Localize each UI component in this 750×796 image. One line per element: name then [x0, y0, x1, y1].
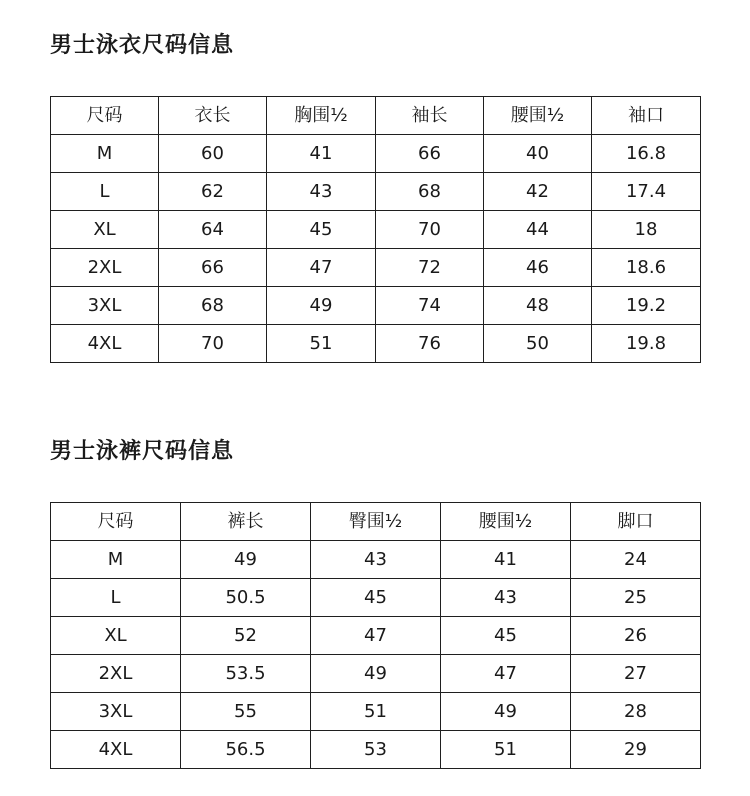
table-cell: 68: [376, 173, 484, 211]
size-label-cell: 3XL: [51, 287, 159, 325]
table-cell: 43: [441, 579, 571, 617]
pants-size-table: [50, 502, 701, 769]
size-label-cell: XL: [51, 211, 159, 249]
table-cell: 26: [571, 617, 701, 655]
column-header: 腰围½: [441, 503, 571, 541]
table-cell: 56.5: [181, 731, 311, 769]
table-cell: 68: [159, 287, 267, 325]
table-cell: 49: [441, 693, 571, 731]
table-cell: 66: [159, 249, 267, 287]
table-cell: 51: [267, 325, 376, 363]
table-cell: 55: [181, 693, 311, 731]
table-cell: 17.4: [592, 173, 701, 211]
table-row: [51, 173, 701, 211]
table-row: [51, 579, 701, 617]
shirt-size-title: 男士泳衣尺码信息: [50, 33, 235, 58]
table-cell: 51: [441, 731, 571, 769]
column-header: 胸围½: [267, 97, 376, 135]
table-row: [51, 135, 701, 173]
table-cell: 72: [376, 249, 484, 287]
table-row: [51, 655, 701, 693]
table-row: [51, 617, 701, 655]
table-cell: 62: [159, 173, 267, 211]
table-row: [51, 731, 701, 769]
table-cell: 53: [311, 731, 441, 769]
table-cell: 51: [311, 693, 441, 731]
size-label-cell: XL: [51, 617, 181, 655]
column-header: 臀围½: [311, 503, 441, 541]
table-cell: 29: [571, 731, 701, 769]
table-cell: 66: [376, 135, 484, 173]
size-label-cell: L: [51, 173, 159, 211]
table-cell: 46: [484, 249, 592, 287]
table-cell: 45: [311, 579, 441, 617]
table-cell: 19.2: [592, 287, 701, 325]
table-cell: 49: [311, 655, 441, 693]
table-cell: 76: [376, 325, 484, 363]
table-cell: 24: [571, 541, 701, 579]
table-cell: 47: [311, 617, 441, 655]
table-cell: 70: [376, 211, 484, 249]
table-cell: 43: [311, 541, 441, 579]
table-cell: 45: [441, 617, 571, 655]
table-cell: 41: [441, 541, 571, 579]
table-cell: 47: [441, 655, 571, 693]
column-header: 裤长: [181, 503, 311, 541]
shirt-size-table: [50, 96, 701, 363]
size-label-cell: M: [51, 135, 159, 173]
table-cell: 45: [267, 211, 376, 249]
table-cell: 43: [267, 173, 376, 211]
column-header: 衣长: [159, 97, 267, 135]
table-row: [51, 249, 701, 287]
table-row: [51, 287, 701, 325]
table-cell: 42: [484, 173, 592, 211]
pants-size-title: 男士泳裤尺码信息: [50, 439, 235, 464]
table-cell: 18.6: [592, 249, 701, 287]
table-cell: 27: [571, 655, 701, 693]
table-row: [51, 325, 701, 363]
table-cell: 41: [267, 135, 376, 173]
table-cell: 49: [181, 541, 311, 579]
table-cell: 60: [159, 135, 267, 173]
table-cell: 50: [484, 325, 592, 363]
table-cell: 70: [159, 325, 267, 363]
table-cell: 28: [571, 693, 701, 731]
table-cell: 47: [267, 249, 376, 287]
table-cell: 50.5: [181, 579, 311, 617]
table-cell: 74: [376, 287, 484, 325]
size-label-cell: L: [51, 579, 181, 617]
column-header: 袖口: [592, 97, 701, 135]
table-cell: 44: [484, 211, 592, 249]
table-row: [51, 211, 701, 249]
table-cell: 64: [159, 211, 267, 249]
table-cell: 19.8: [592, 325, 701, 363]
table-cell: 25: [571, 579, 701, 617]
column-header: 袖长: [376, 97, 484, 135]
table-cell: 52: [181, 617, 311, 655]
column-header: 尺码: [51, 503, 181, 541]
table-cell: 18: [592, 211, 701, 249]
size-label-cell: M: [51, 541, 181, 579]
column-header: 腰围½: [484, 97, 592, 135]
table-row: [51, 693, 701, 731]
column-header: 脚口: [571, 503, 701, 541]
table-cell: 49: [267, 287, 376, 325]
table-cell: 53.5: [181, 655, 311, 693]
table-header-row: [51, 503, 701, 541]
table-cell: 48: [484, 287, 592, 325]
size-label-cell: 4XL: [51, 325, 159, 363]
table-row: [51, 541, 701, 579]
size-label-cell: 4XL: [51, 731, 181, 769]
table-cell: 40: [484, 135, 592, 173]
size-label-cell: 2XL: [51, 655, 181, 693]
column-header: 尺码: [51, 97, 159, 135]
size-label-cell: 2XL: [51, 249, 159, 287]
table-header-row: [51, 97, 701, 135]
size-label-cell: 3XL: [51, 693, 181, 731]
table-cell: 16.8: [592, 135, 701, 173]
